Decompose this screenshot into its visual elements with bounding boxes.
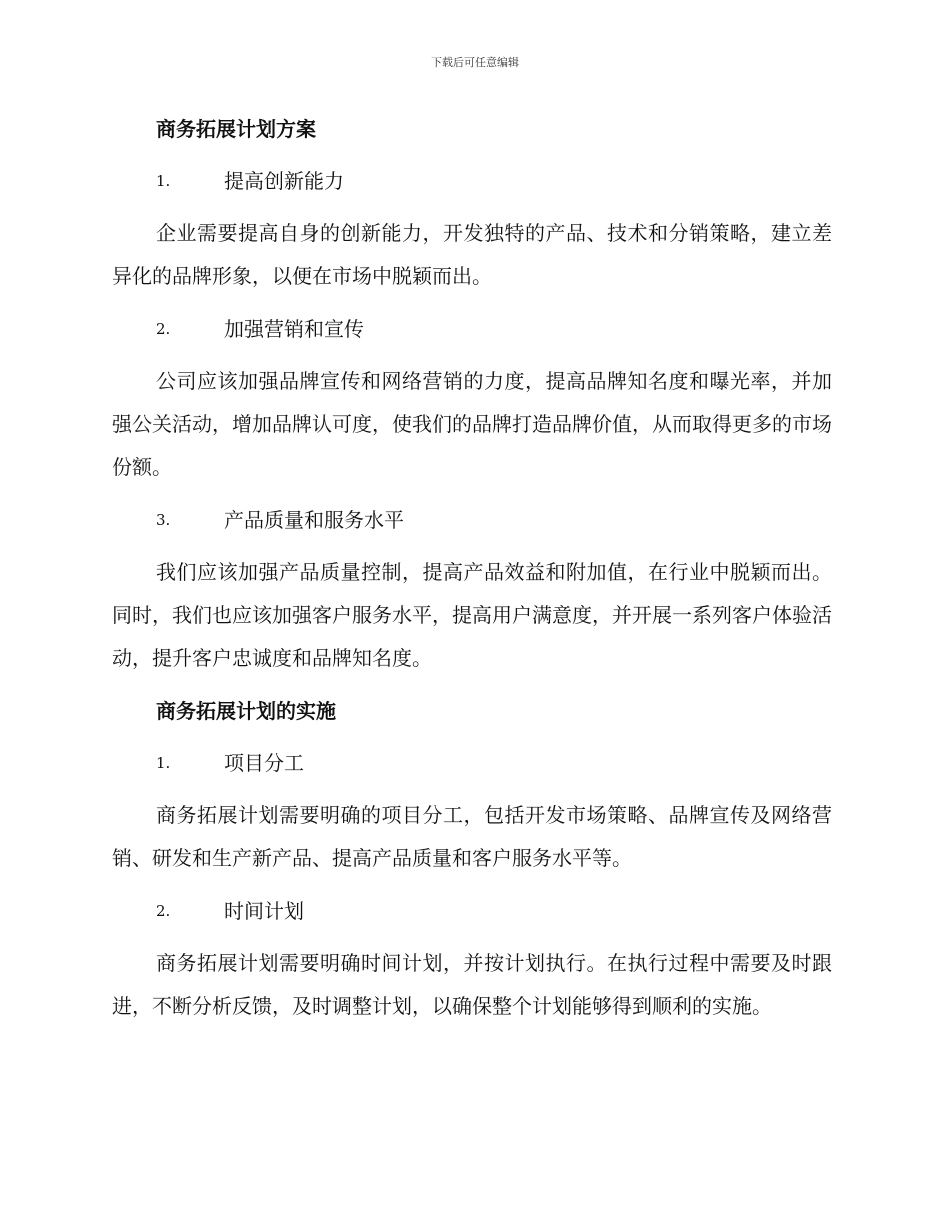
- section-heading: 商务拓展计划方案: [156, 117, 316, 141]
- numbered-item: [112, 890, 832, 932]
- section-heading: 商务拓展计划的实施: [156, 699, 336, 723]
- paragraph: 我们应该加强产品质量控制，提高产品效益和附加值，在行业中脱颖而出。同时，我们也应该加强客户服务水平，提高用户满意度，并开展一系列客户体验活动，提升客户忠诚度和品牌知名度。: [112, 560, 832, 670]
- page-header: 下载后可任意编辑: [431, 56, 519, 69]
- item-label: 提高创新能力: [224, 169, 344, 193]
- paragraph: 公司应该加强品牌宣传和网络营销的力度，提高品牌知名度和曝光率，并加强公关活动，增加品牌认可度，使我们的品牌打造品牌价值，从而取得更多的市场份额。: [112, 369, 832, 479]
- item-label: 产品质量和服务水平: [224, 508, 404, 532]
- item-number: 3.: [156, 511, 171, 529]
- paragraph: 企业需要提高自身的创新能力，开发独特的产品、技术和分销策略，建立差异化的品牌形象，以便在市场中脱颖而出。: [112, 221, 832, 288]
- item-label: 时间计划: [224, 899, 304, 923]
- numbered-item: [112, 308, 832, 350]
- item-label: 加强营销和宣传: [224, 317, 364, 341]
- numbered-item: [112, 499, 832, 541]
- document-body: [112, 108, 832, 1038]
- item-label: 项目分工: [224, 751, 304, 775]
- paragraph: 商务拓展计划需要明确的项目分工，包括开发市场策略、品牌宣传及网络营销、研发和生产新产品、提高产品质量和客户服务水平等。: [112, 803, 832, 870]
- item-number: 1.: [156, 754, 171, 772]
- item-number: 2.: [156, 902, 171, 920]
- numbered-item: [112, 742, 832, 784]
- paragraph: 商务拓展计划需要明确时间计划，并按计划执行。在执行过程中需要及时跟进，不断分析反馈，及时调整计划，以确保整个计划能够得到顺利的实施。: [112, 951, 832, 1018]
- item-number: 2.: [156, 320, 171, 338]
- item-number: 1.: [156, 172, 171, 190]
- numbered-item: [112, 160, 832, 202]
